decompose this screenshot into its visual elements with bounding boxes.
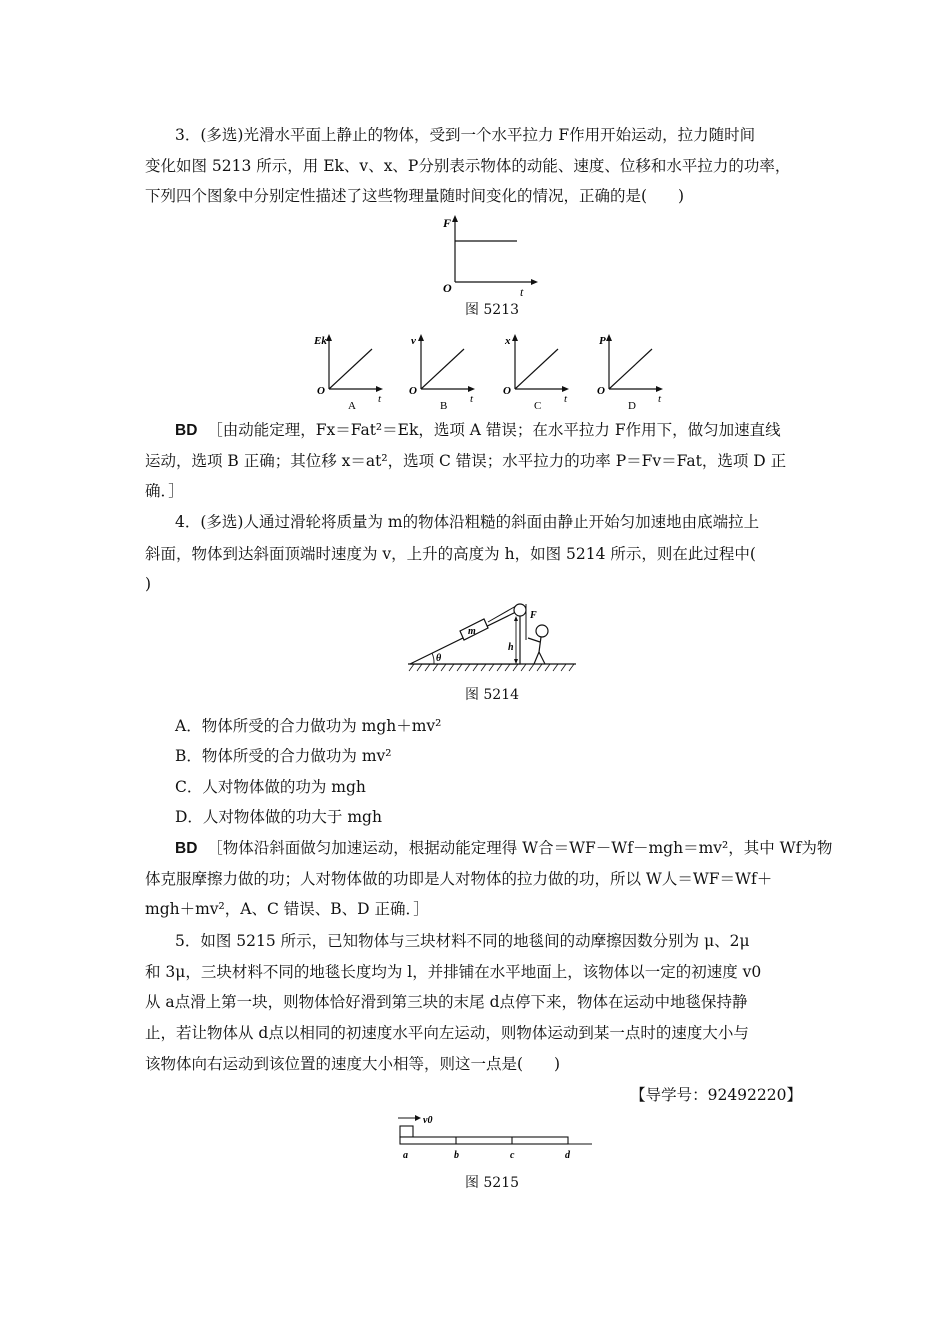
- angle-label: θ: [436, 653, 442, 664]
- q3-line-3: 下列四个图象中分别定性描述了这些物理量随时间变化的情况，正确的是( ): [145, 187, 685, 205]
- q4-line-1: 4．(多选)人通过滑轮将质量为 m的物体沿粗糙的斜面由静止开始匀加速地由底端拉上: [175, 513, 760, 531]
- graph-a-y-label: Ek: [314, 335, 327, 347]
- graph-a-origin: O: [317, 385, 325, 397]
- figure-5213-f-t-graph: [440, 212, 540, 299]
- graph-b-y-label: v: [411, 335, 416, 347]
- height-label: h: [508, 642, 514, 653]
- q3-explanation-line-3: 确．］: [145, 482, 184, 500]
- graph-d-letter: D: [628, 400, 636, 412]
- graph-a-letter: A: [348, 400, 356, 412]
- velocity-label: v0: [423, 1115, 433, 1126]
- q5-line-3: 从 a点滑上第一块，则物体恰好滑到第三块的末尾 d点停下来，物体在运动中地毯保持静: [145, 993, 748, 1011]
- t-axis-label: t: [520, 285, 524, 299]
- f-axis-label: F: [443, 216, 452, 230]
- point-a: a: [403, 1150, 408, 1161]
- graph-d-p-t: [594, 331, 674, 411]
- graph-a-ek-t: [314, 331, 394, 411]
- q4-option-c: C．人对物体做的功为 mgh: [175, 778, 366, 796]
- graph-a-x-label: t: [378, 393, 382, 405]
- q4-option-b: B．物体所受的合力做功为 mv²: [175, 747, 392, 765]
- q4-exp-1: ［物体沿斜面做匀加速运动，根据动能定理得 W合＝WF－Wf－mgh＝mv²，其中 Wf为物: [207, 839, 833, 857]
- graph-d-y-label: P: [599, 335, 606, 347]
- graph-c-x-t: [500, 331, 580, 411]
- q4-explanation-line-1: [175, 838, 845, 859]
- graph-c-origin: O: [503, 385, 511, 397]
- graph-b-origin: O: [409, 385, 417, 397]
- study-number: 【导学号：92492220】: [630, 1086, 802, 1104]
- origin-label: O: [443, 281, 452, 295]
- figure-5215-caption: 图 5215: [464, 1175, 520, 1191]
- graph-c-letter: C: [534, 400, 542, 412]
- q4-option-d: D．人对物体做的功大于 mgh: [175, 808, 382, 826]
- q4-line-2: 斜面，物体到达斜面顶端时速度为 v，上升的高度为 h，如图 5214 所示，则在此过程中(: [145, 545, 756, 563]
- q3-exp-1: ［由动能定理，Fx＝Fat²＝Ek，选项 A 错误；在水平拉力 F作用下，做匀加速直线: [207, 421, 781, 439]
- graph-c-x-label: t: [564, 393, 568, 405]
- q3-explanation-line-2: 运动，选项 B 正确；其位移 x＝at²，选项 C 错误；水平拉力的功率 P＝Fv＝Fat，选项 D 正: [145, 452, 787, 470]
- q5-line-4: 止，若让物体从 d点以相同的初速度水平向左运动，则物体运动到某一点时的速度大小与: [145, 1024, 749, 1042]
- graph-c-y-label: x: [505, 335, 511, 347]
- q3-line-1: 3．(多选)光滑水平面上静止的物体，受到一个水平拉力 F作用开始运动，拉力随时间: [175, 126, 756, 144]
- figure-5213-caption: 图 5213: [464, 302, 520, 318]
- graph-b-v-t: [406, 331, 486, 411]
- q4-answer: BD: [175, 840, 198, 857]
- point-c: c: [510, 1150, 515, 1161]
- q5-line-5: 该物体向右运动到该位置的速度大小相等，则这一点是( ): [145, 1055, 561, 1073]
- figure-5215-carpets: [392, 1112, 602, 1162]
- point-d: d: [565, 1150, 570, 1161]
- force-label: F: [530, 610, 537, 621]
- point-b: b: [454, 1150, 459, 1161]
- figure-5214-incline: [404, 596, 604, 676]
- q4-explanation-line-3: mgh＋mv²，A、C 错误、B、D 正确．］: [145, 900, 429, 918]
- figure-5214-caption: 图 5214: [464, 687, 520, 703]
- q5-line-2: 和 3μ，三块材料不同的地毯长度均为 l，并排铺在水平地面上，该物体以一定的初速度 v0: [145, 963, 762, 981]
- q3-line-2: 变化如图 5213 所示，用 Ek、v、x、P分别表示物体的动能、速度、位移和水平拉力的功率，: [145, 157, 791, 175]
- graph-d-x-label: t: [658, 393, 662, 405]
- q5-line-1: 5．如图 5215 所示，已知物体与三块材料不同的地毯间的动摩擦因数分别为 μ、2μ: [175, 932, 750, 950]
- graph-b-x-label: t: [470, 393, 474, 405]
- graph-b-letter: B: [440, 400, 448, 412]
- q3-answer: BD: [175, 422, 198, 439]
- q3-explanation-line-1: [175, 420, 845, 441]
- q4-option-a: A．物体所受的合力做功为 mgh＋mv²: [175, 717, 442, 735]
- graph-d-origin: O: [597, 385, 605, 397]
- block-label: m: [468, 626, 476, 637]
- q4-explanation-line-2: 体克服摩擦力做的功；人对物体做的功即是人对物体的拉力做的功，所以 W人＝WF＝Wf＋: [145, 870, 773, 888]
- q4-line-3: ): [145, 575, 152, 593]
